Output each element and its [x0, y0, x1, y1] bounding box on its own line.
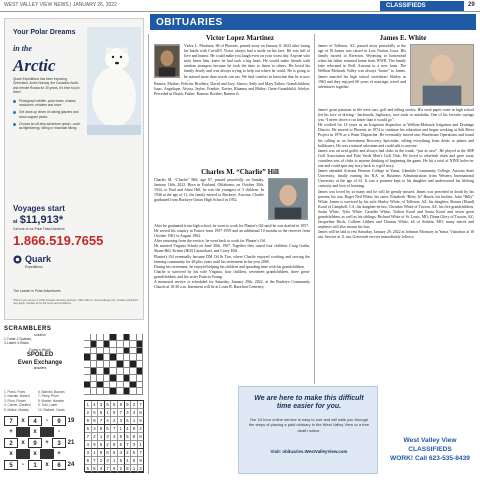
crossword-cell — [124, 354, 131, 361]
crossword-cell — [91, 361, 98, 368]
obit-text-victor-top — [184, 44, 310, 78]
crossword-cell — [97, 388, 104, 395]
obituaries-link[interactable]: Visit: obituaries.WestValleyView.com — [270, 449, 348, 454]
crossword-block — [130, 361, 137, 368]
sudoku-cell: 4 — [125, 457, 132, 465]
sudoku-cell: 5 — [125, 433, 132, 441]
ad-phone-number[interactable]: 1.866.519.7655 — [13, 233, 104, 248]
ad-title-line1: Your Polar Dreams — [13, 29, 76, 36]
quark-logo-icon — [13, 255, 22, 264]
math-cell: - — [58, 429, 60, 435]
obit-name-james: James E. White — [379, 34, 427, 42]
ad-brand-name: Quark — [25, 254, 52, 264]
column-divider — [148, 34, 149, 474]
obit-name-charles: Charles M. “Charlie” Hill — [201, 168, 279, 176]
crossword-cell — [97, 375, 104, 382]
scramblers-line: 1.Trade 2.Spartan, — [4, 337, 33, 341]
sudoku-cell: 4 — [111, 433, 118, 441]
sudoku-cell: 8 — [138, 409, 145, 417]
sudoku-cell: 1 — [92, 449, 99, 457]
sudoku-cell: 4 — [131, 409, 138, 417]
ad-title-arctic: Arctic — [13, 56, 56, 75]
crossword-cell — [110, 368, 117, 375]
clue-item: 8. Master, Hanster — [38, 398, 65, 403]
crossword-block — [110, 375, 117, 382]
crossword-cell — [137, 388, 144, 395]
sudoku-cell: 8 — [85, 457, 92, 465]
sudoku-cell: 6 — [92, 465, 99, 473]
crossword-cell — [130, 348, 137, 355]
math-cell: x — [21, 418, 25, 424]
classifieds-work-ad[interactable] — [384, 436, 476, 474]
crossword-cell — [91, 388, 98, 395]
online-obituary-service-box[interactable] — [238, 386, 378, 474]
ad-voyages-label — [13, 204, 65, 213]
obit-text-charles-top — [154, 178, 264, 222]
scramblers-solution-label: solution — [34, 333, 46, 337]
crossword-cell — [91, 375, 98, 382]
clue-item: 4. Carrier, Clarified — [4, 403, 31, 408]
obit-body-charles-9: A memorial service is scheduled for Saturday, January 29th, 2022, at the Buckeye Community Church at 10:30 a.m. Interment will be at Louis B. Hazelton Cemetery. — [154, 280, 310, 290]
crossword-cell — [110, 382, 117, 389]
crossword-block — [110, 388, 117, 395]
james-photo — [410, 44, 474, 106]
sudoku-cell: 8 — [118, 401, 125, 409]
crossword-cell — [91, 334, 98, 341]
sudoku-cell: 2 — [118, 465, 125, 473]
ad-price-value: $11,913* — [19, 214, 64, 226]
obit-body-charles-8: Charlie is survived by his wife Virginia, four children, seventeen grandchildren, three great-grandchildren, and his sister Patricia Young. — [154, 269, 310, 279]
crossword-block — [137, 341, 144, 348]
crossword-cell — [84, 368, 91, 375]
math-cell: 9 — [28, 438, 42, 448]
sudoku-cell: 1 — [138, 441, 145, 449]
math-cell: + — [9, 429, 13, 435]
sudoku-cell: 2 — [131, 401, 138, 409]
sudoku-cell: 9 — [125, 401, 132, 409]
crossword-cell — [97, 368, 104, 375]
obit-body-james-6: James was loved by so many and he will be greatly missed. James was preceded in death by his parents; his son, Roger Neil White; his sister, Elizabeth “Betty Jo” Haack; his brother, John “Billy” White. James is survived by his wife Shirley White, of Tolleson, AZ; his daughter, Sharon (Eland) Koral of Campbell, CA; his daughter-in-law, Christine White of Tucson, AZ; his five grandchildren, Justin White, Tyler White, Cassidie White, Torben Koral and Sonia Koral and seven great grandchildren, as well as his siblings: Richard White of St. Louis, MO; Diana Glory of Tucson, AZ; Jacqueline Dirck, Colleen Libbert and Thomas White, all of Sedalia, MO; many nieces and nephews will also mourn his loss. — [318, 189, 474, 230]
ad-brand — [25, 254, 51, 264]
crossword-cell — [137, 354, 144, 361]
crossword-cell — [117, 388, 124, 395]
sudoku-cell: 8 — [105, 449, 112, 457]
sudoku-cell: 7 — [118, 409, 125, 417]
clue-item: 7. Piney, Prom — [38, 394, 59, 399]
sudoku-cell: 8 — [98, 425, 105, 433]
obit-body-james-7: James will be laid to rest Saturday, January 29, 2022 at Johnson Mortuary in Yuma. Visitation at 10 am, Service at 11 am, Graveside service immediately follows. — [318, 230, 474, 240]
sudoku-cell: 2 — [105, 441, 112, 449]
polar-bear-image — [87, 27, 141, 135]
obit-body-victor: Victor L. Martinez, 68 of Phoenix, passed away on January 8, 2022 after losing his battle with Covid19. Victor always had a smile on his face. He was full of love and humor. He could make you laugh even on your worst day. Anyone who truly knew him, knew he had such a big heart. He would make friends with random strangers because he took the time to listen to others. He loved his family dearly and was always trying to help out where he could. He is going to be missed more than words can say. We find comfort in knowing that he is now — [184, 44, 310, 78]
ad-call-note: Call one of our Polar Travel Advisors — [13, 227, 65, 231]
crossword-cell — [97, 334, 104, 341]
obit-body-james-5: James attended Arizona Western College in Yuma, Glendale Community College, Arizona State University, finally earning his B.A. in Business Administration from Western International University at the age of 61. It was a promise kept to his daughter and underscored his lifelong curiosity and love of learning. — [318, 169, 474, 189]
crossword-cell — [104, 348, 111, 355]
sudoku-cell: 8 — [92, 417, 99, 425]
obit-body-charles-2: After he graduated from high school, he went to work for Planter's Oil until he was drafted in 1957. — [154, 224, 309, 228]
crossword-cell — [91, 354, 98, 361]
sudoku-cell: 6 — [85, 425, 92, 433]
crossword-block — [110, 334, 117, 341]
obit-body-james-3: He worked for 14 years as an Irrigation dispatcher at Wellton-Mohawk Irrigation and Drainage District. He moved to Phoenix in 1974 to continue his education and began working at Salt River Project in 1976 as a Water Dispatcher. He eventually moved into Warehouse Operations and found his calling as an Investment Recovery Specialist, selling everything from desks to planes and bulldozers. He was a natural salesman and could talk to anyone. — [318, 123, 474, 148]
math-cell: 5 — [4, 460, 18, 470]
math-cell: 4 — [28, 416, 42, 426]
crossword-block — [97, 354, 104, 361]
crossword-block — [137, 348, 144, 355]
sudoku-cell: 1 — [111, 457, 118, 465]
crossword-cell — [97, 341, 104, 348]
obit-body-charles-3: He served his country in France from 1957-1959 and an additional 10 months in the reserves from October 1961 to August 1962. — [154, 229, 310, 239]
victor-photo — [154, 44, 180, 78]
sudoku-cell: 3 — [105, 433, 112, 441]
sudoku-cell: 5 — [131, 449, 138, 457]
crossword-cell — [84, 334, 91, 341]
crossword-cell — [110, 348, 117, 355]
sudoku-cell: 4 — [118, 449, 125, 457]
math-cell: + — [45, 440, 49, 446]
charles-photo — [268, 178, 308, 220]
ad-bullet: Get close-up views of calving glaciers and snow-capped peaks — [13, 110, 81, 118]
sudoku-cell: 5 — [92, 409, 99, 417]
crossword-cell — [104, 388, 111, 395]
obit-name-victor: Victor Lopez Martinez — [205, 34, 275, 42]
crossword-cell — [130, 375, 137, 382]
sudoku-cell: 5 — [85, 465, 92, 473]
classifieds-line-1: West Valley View CLASSIFIEDS — [403, 437, 457, 453]
even-exchange-title: Even Exchange — [17, 359, 63, 366]
crossword-cell — [130, 388, 137, 395]
sudoku-cell: 2 — [85, 409, 92, 417]
page-number: 29 — [468, 2, 475, 8]
sudoku-cell: 5 — [105, 425, 112, 433]
crossword-block — [84, 354, 91, 361]
crossword-cell — [84, 388, 91, 395]
obit-body-james-1: James of Tolleson, AZ, passed away peacefully at the age of 81.James was raised in Lost Nation, Iowa. His family moved to Riverton, Wyoming to homestead when his father returned home from WWII. The family later relocated to Roll, Arizona to a new farm. The Wellton-Mohawk Valley was always “home” to James. James married his high school sweetheart Shirley in 1963 and they enjoyed 60 years of marriage, travel and adventures together. — [318, 44, 406, 89]
obit-body-charles-4: After returning from the service, he went back to work for Planter's Oil. — [154, 239, 266, 244]
crossword-cell — [104, 361, 111, 368]
sudoku-cell: 6 — [98, 409, 105, 417]
crossword-cell — [124, 368, 131, 375]
obit-body-charles-1: Charles M. “Charlie” Hill, age 87, passed peacefully on Sunday, January 16th, 2022. Born in Fairland, Oklahoma, on October 30th, 1934, to Paul and Alma Hill, he was the youngest of 3 children. In 1946 at the age of 11, the family moved to Buckeye, Arizona. Charlie graduated from Buckeye Union High School in 1952. — [154, 178, 264, 203]
sudoku-cell: 5 — [138, 417, 145, 425]
crossword-cell — [104, 382, 111, 389]
clue-item: 9. Trail, Laser — [38, 403, 58, 408]
ad-intro: Quark Expeditions has been exploring Greenland, Arctic Norway, the Canadian Arctic and remote Russia for 30 years. It's time to join them! — [13, 77, 80, 95]
crossword-cell — [84, 375, 91, 382]
crossword-cell — [117, 348, 124, 355]
sudoku-cell: 7 — [105, 465, 112, 473]
sudoku-cell: 7 — [98, 417, 105, 425]
sudoku-cell: 4 — [92, 401, 99, 409]
obit-body-james-2: James' great passions in life were cars, golf and telling stories. His rural paper route in high school led his love of driving - backroads, highways, race track or autobahn. One of his favorite sayings was “I never drove a car faster than it would go”. — [318, 108, 474, 123]
math-cell: x — [45, 462, 49, 468]
sudoku-cell: 2 — [138, 425, 145, 433]
sudoku-cell: 2 — [125, 449, 132, 457]
sudoku-cell: 6 — [125, 417, 132, 425]
sudoku-cell: 7 — [111, 425, 118, 433]
crossword-cell — [117, 334, 124, 341]
math-cell: 21 — [67, 440, 75, 446]
sudoku-cell: 7 — [138, 449, 145, 457]
sudoku-cell: 9 — [111, 465, 118, 473]
ad-bullets — [13, 99, 81, 133]
crossword-cell — [137, 375, 144, 382]
crossword-cell — [110, 341, 117, 348]
obit-text-charles-rest — [154, 224, 310, 382]
clue-item: 1. Plank, Fines — [4, 390, 26, 394]
scramblers-line: 3.Latent 4.Radio — [4, 341, 29, 346]
clue-item: 2. Narrate, Barred — [4, 394, 30, 399]
sudoku-cell: 6 — [111, 449, 118, 457]
sudoku-cell: 9 — [111, 409, 118, 417]
crossword-block — [130, 382, 137, 389]
sudoku-cell: 2 — [111, 417, 118, 425]
sudoku-cell: 3 — [131, 441, 138, 449]
sudoku-cell: 7 — [92, 457, 99, 465]
crossword-block — [124, 388, 131, 395]
sudoku-cell: 4 — [125, 425, 132, 433]
sudoku-cell: 6 — [131, 457, 138, 465]
memory-body: Our 24 hour online service is easy to use and will walk you through the steps of placing a paid obituary in the West Valley View or a free death notice. — [248, 417, 370, 433]
clue-item: 10. Radiant, Cards — [38, 407, 65, 412]
crossword-cell — [84, 348, 91, 355]
ad-title-in-the: in the — [13, 44, 32, 53]
crossword-block — [91, 368, 98, 375]
crossword-cell — [130, 354, 137, 361]
ad-brand-sub: Expeditions — [25, 265, 43, 269]
math-cell: x — [9, 451, 13, 457]
crossword-cell — [130, 334, 137, 341]
ad-fine-print: *Price is per person in USD, includes all taxes and fees. Offer valid on new bookings only. Certain restrictions may apply. Contact us for full terms and conditions. — [13, 299, 139, 306]
ad-bullet: Choose an off-ship adventure option—such as flightseeing, hiking or mountain biking — [13, 122, 81, 130]
obit-body-charles-6: Planter's Oil eventually became DM Oil & Tire, where Charlie enjoyed working and serving the farming community for 48 plus years until his retirement in the year 2000. — [154, 254, 310, 264]
obit-text-james-rest — [318, 108, 474, 432]
math-cell: - — [46, 418, 48, 424]
ad-voyages-text: Voyages start — [13, 204, 65, 213]
obituaries-heading: OBITUARIES — [150, 14, 476, 30]
even-exchange-list-2 — [38, 390, 78, 412]
crossword-cell — [137, 334, 144, 341]
crossword-cell — [110, 361, 117, 368]
obit-body-victor-continued: Beatriz; Mother; Felicita; Brothers; David and Joey. Sisters; Sally and Mary Esther; Grandchildren; Isaac, Angelique, Alyssa, Jaylee, Frankie, Xavier, Rhianna and Rhiley; Great-Grandchild; Adelyn. Preceded in Death; Father; Ramon; Brother; Ramon Jr. — [154, 81, 310, 96]
sudoku-cell: 2 — [92, 433, 99, 441]
issue-date: WEST VALLEY VIEW NEWS | JANUARY 26, 2022 — [4, 2, 117, 8]
math-cell: + — [57, 451, 61, 457]
crossword-block — [104, 341, 111, 348]
scramblers-title: SCRAMBLERS — [4, 326, 52, 332]
ad-title-line2 — [13, 37, 83, 74]
sudoku-cell: 1 — [118, 425, 125, 433]
sudoku-cell: 1 — [98, 433, 105, 441]
crossword-cell — [117, 368, 124, 375]
obit-body-charles-5: He married Virginia Schulz on June 30th, 1967. Together they raised four children: Craig Gatlin, Shane Hill, Kristin (Hill) Carmichael, and Corey Hill. — [154, 244, 310, 254]
crossword-cell — [137, 361, 144, 368]
todays-word: SPOILED — [26, 351, 54, 358]
sudoku-cell: 8 — [125, 465, 132, 473]
crossword-block — [110, 354, 117, 361]
crossword-cell — [91, 382, 98, 389]
obit-text-victor-rest — [154, 80, 310, 164]
todays-word-label: Today's Word: — [28, 347, 52, 352]
obit-body-james-4: James was an avid golfer and always had clubs in the trunk, “just in case”. He played at the SRP Golf Association and Palo Verde Men's Golf Club. He loved to refurbish clubs and gave away countless sets of clubs to anyone thinking of beginning the game. He hit a total of NINE holes-in-one and could spin any story back to a golf story. — [318, 148, 474, 169]
crossword-cell — [91, 348, 98, 355]
sudoku-cell: 4 — [105, 417, 112, 425]
crossword-block — [104, 368, 111, 375]
crossword-cell — [117, 341, 124, 348]
math-cell: 24 — [67, 462, 75, 468]
clue-item: 6. Balmed, Bacons — [38, 390, 65, 394]
sudoku-cell: 4 — [98, 465, 105, 473]
crossword-cell — [124, 382, 131, 389]
crossword-solution-grid — [84, 334, 144, 396]
sudoku-cell: 6 — [111, 401, 118, 409]
crossword-cell — [124, 361, 131, 368]
sudoku-cell: 2 — [98, 457, 105, 465]
crossword-cell — [84, 341, 91, 348]
crossword-block — [124, 348, 131, 355]
math-cell: 3 — [52, 438, 66, 448]
crossword-cell — [104, 354, 111, 361]
math-puzzle-grid — [4, 416, 78, 472]
sudoku-cell: 4 — [85, 441, 92, 449]
crossword-cell — [84, 361, 91, 368]
sudoku-cell: 9 — [138, 457, 145, 465]
math-cell: 9 — [52, 416, 66, 426]
crossword-cell — [97, 348, 104, 355]
sudoku-cell: 1 — [105, 409, 112, 417]
math-cell: x — [33, 451, 37, 457]
crossword-cell — [104, 334, 111, 341]
math-cell: - — [22, 462, 24, 468]
math-cell: 6 — [52, 460, 66, 470]
crossword-cell — [130, 368, 137, 375]
sudoku-cell: 1 — [85, 401, 92, 409]
sudoku-cell: 8 — [131, 433, 138, 441]
crossword-cell — [97, 361, 104, 368]
even-exchange-answers-label: answers — [33, 365, 47, 370]
sudoku-cell: 5 — [98, 441, 105, 449]
math-cell: 2 — [4, 438, 18, 448]
scramblers-lines — [4, 337, 76, 346]
crossword-block — [84, 382, 91, 389]
sudoku-cell: 6 — [118, 441, 125, 449]
sudoku-cell: 5 — [118, 457, 125, 465]
sudoku-cell: 9 — [85, 417, 92, 425]
crossword-block — [97, 382, 104, 389]
sudoku-cell: 7 — [138, 401, 145, 409]
sudoku-cell: 7 — [125, 441, 132, 449]
crossword-cell — [117, 354, 124, 361]
sudoku-cell: 9 — [131, 425, 138, 433]
crossword-block — [91, 341, 98, 348]
sudoku-cell: 3 — [105, 457, 112, 465]
sudoku-cell: 3 — [125, 409, 132, 417]
sudoku-solution-grid — [84, 400, 144, 472]
crossword-cell — [124, 341, 131, 348]
sudoku-cell: 1 — [131, 417, 138, 425]
math-cell: 19 — [67, 418, 75, 424]
crossword-block — [117, 361, 124, 368]
obit-text-james-top — [318, 44, 406, 106]
math-cell: x — [33, 429, 37, 435]
math-cell: 1 — [28, 460, 42, 470]
sudoku-cell: 7 — [85, 433, 92, 441]
sudoku-cell: 5 — [105, 401, 112, 409]
sudoku-cell: 3 — [118, 417, 125, 425]
crossword-cell — [137, 382, 144, 389]
crossword-cell — [130, 341, 137, 348]
sudoku-cell: 1 — [131, 465, 138, 473]
section-label: CLASSIFIEDS — [380, 1, 464, 11]
sudoku-cell: 6 — [138, 433, 145, 441]
crossword-block — [124, 334, 131, 341]
sudoku-cell: 3 — [138, 465, 145, 473]
classifieds-phone[interactable]: WORK! Call 623-535-8439 — [390, 455, 470, 462]
column-divider — [314, 34, 315, 384]
sudoku-cell: 3 — [92, 425, 99, 433]
sudoku-cell: 3 — [85, 449, 92, 457]
crossword-cell — [117, 382, 124, 389]
sudoku-cell: 8 — [111, 441, 118, 449]
sudoku-cell: 9 — [92, 441, 99, 449]
crossword-cell — [104, 375, 111, 382]
sudoku-cell: 3 — [98, 401, 105, 409]
math-cell: 7 — [4, 416, 18, 426]
clue-item: 3. Flour, Flower — [4, 398, 26, 403]
memory-headline: We are here to make this difficult time easier for you. — [254, 395, 364, 410]
quark-expeditions-ad[interactable] — [4, 18, 144, 320]
ad-bullet: Photograph wildlife: polar bears, whales, muskoxen, reindeer and more — [13, 99, 81, 107]
sudoku-cell: 9 — [118, 433, 125, 441]
math-cell: x — [21, 440, 25, 446]
ad-price — [13, 214, 63, 226]
sudoku-cell: 9 — [98, 449, 105, 457]
crossword-block — [124, 375, 131, 382]
page-header — [0, 0, 480, 12]
clue-item: 5. Malice, Malady — [4, 407, 29, 412]
ad-tagline: The Leader in Polar Adventures — [13, 289, 61, 293]
crossword-cell — [117, 375, 124, 382]
obit-body-charles-7: During his retirement, he enjoyed helping his children and spending time with his grandchildren. — [154, 264, 305, 269]
ad-at-text: at — [13, 219, 18, 225]
crossword-block — [137, 368, 144, 375]
